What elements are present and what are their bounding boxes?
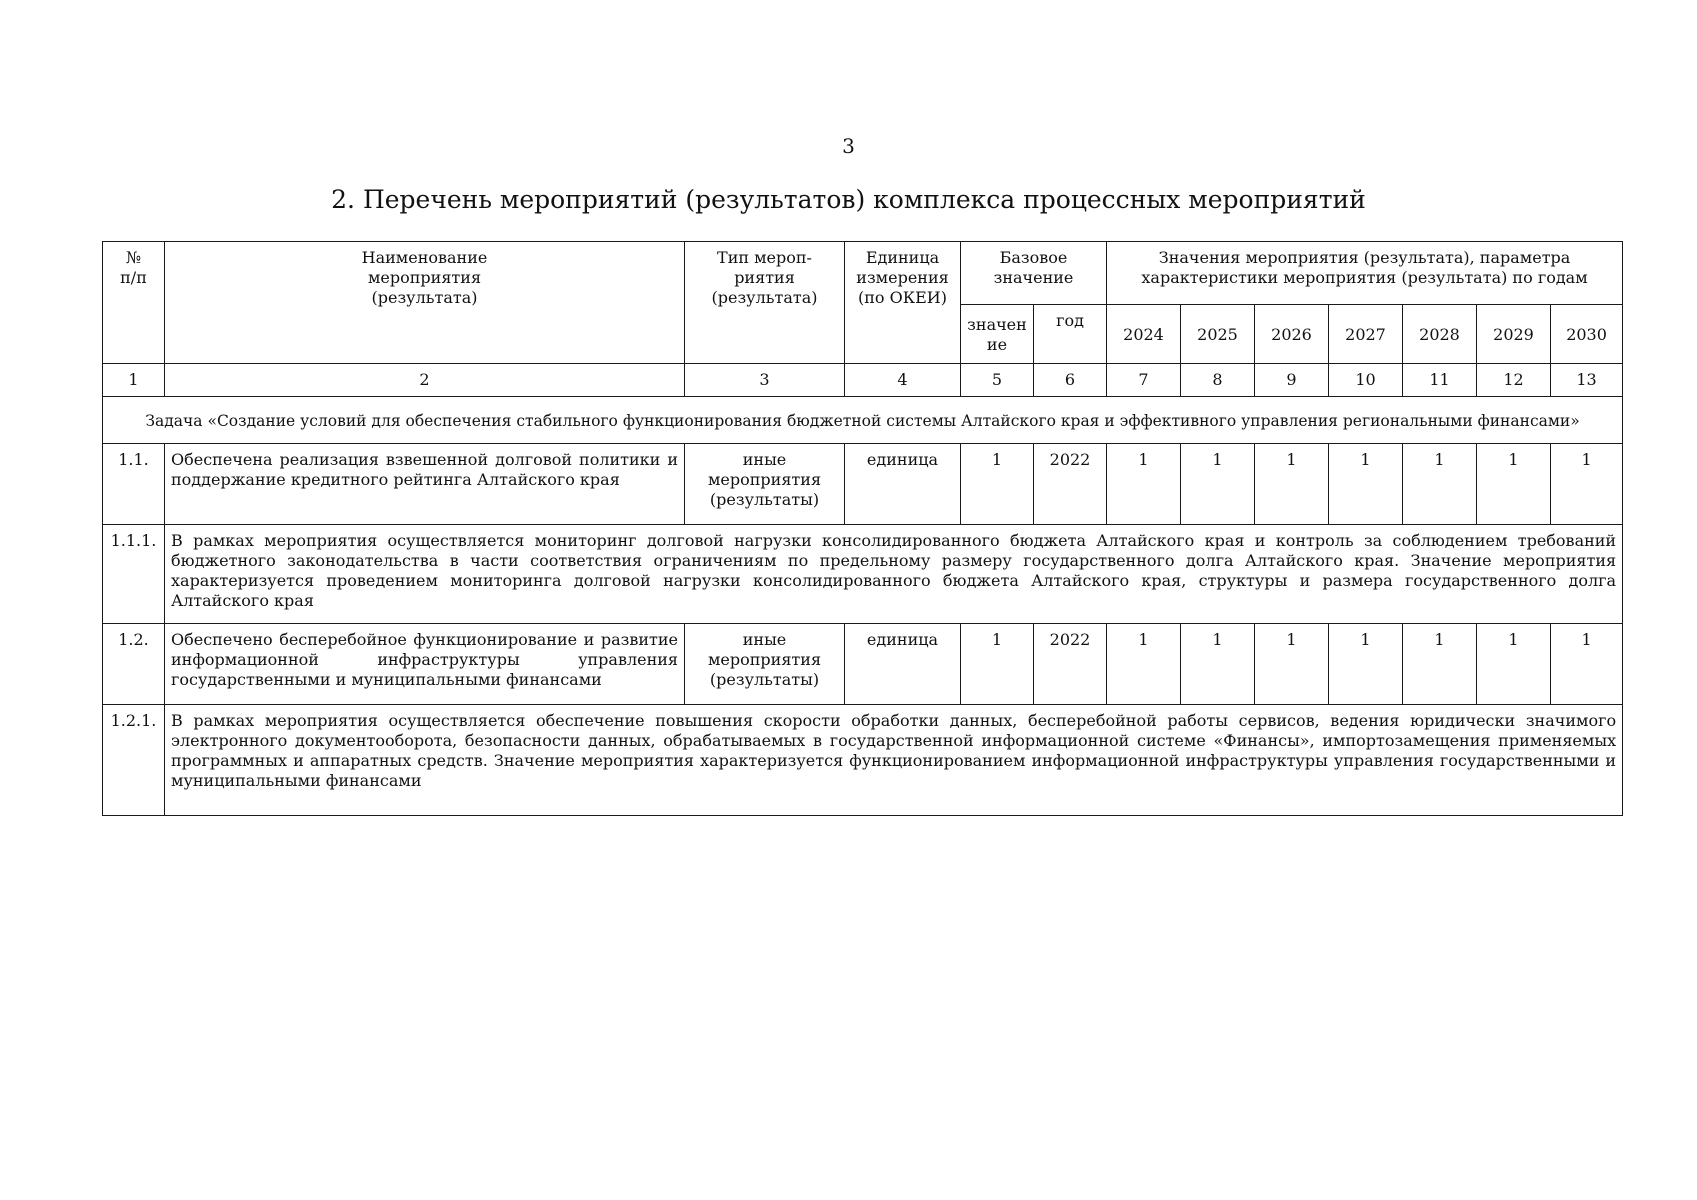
column-number: 12 [1477,364,1551,397]
header-unit: Единица измерения (по ОКЕИ) [845,242,961,364]
table-row [103,525,1623,624]
header-year: 2026 [1255,305,1329,364]
measures-table [102,241,1623,816]
header-year: 2030 [1551,305,1623,364]
row-year-value: 1 [1329,624,1403,705]
header-year: 2028 [1403,305,1477,364]
row-year-value: 1 [1255,444,1329,525]
header-base-year: год [1034,305,1107,364]
row-num: 1.2. [103,624,165,705]
task-heading: Задача «Создание условий для обеспечения стабильного функционирования бюджетной системы Алтайского края и эффективного управления региональными финансами» [103,397,1623,444]
column-number: 8 [1181,364,1255,397]
column-number: 4 [845,364,961,397]
row-year-value: 1 [1477,624,1551,705]
row-year-value: 1 [1181,444,1255,525]
header-num: № п/п [103,242,165,364]
header-base: Базовое значение [961,242,1107,305]
row-name: Обеспечено бесперебойное функционирование и развитие информационной инфраструктуры управления государственными и муниципальными финансами [165,624,685,705]
column-number-row [103,364,1623,397]
column-number: 13 [1551,364,1623,397]
header-base-value: значен ие [961,305,1034,364]
header-year: 2029 [1477,305,1551,364]
header-year: 2024 [1107,305,1181,364]
table-row [103,444,1623,525]
row-num: 1.1.1. [103,525,165,624]
document-title: 2. Перечень мероприятий (результатов) комплекса процессных мероприятий [331,185,1366,214]
column-number: 11 [1403,364,1477,397]
column-number: 6 [1034,364,1107,397]
row-year-value: 1 [1551,624,1623,705]
row-name: Обеспечена реализация взвешенной долговой политики и поддержание кредитного рейтинга Алтайского края [165,444,685,525]
row-base-year: 2022 [1034,444,1107,525]
column-number: 5 [961,364,1034,397]
task-row [103,397,1623,444]
column-number: 7 [1107,364,1181,397]
header-row [103,242,1623,305]
row-year-value: 1 [1477,444,1551,525]
header-year: 2025 [1181,305,1255,364]
header-years-group: Значения мероприятия (результата), параметра характеристики мероприятия (результата) по годам [1107,242,1623,305]
table-row [103,624,1623,705]
column-number: 2 [165,364,685,397]
row-type: иные мероприятия (результаты) [685,624,845,705]
column-number: 9 [1255,364,1329,397]
row-num: 1.1. [103,444,165,525]
row-base-value: 1 [961,444,1034,525]
row-year-value: 1 [1107,624,1181,705]
column-number: 10 [1329,364,1403,397]
row-type: иные мероприятия (результаты) [685,444,845,525]
header-name: Наименование мероприятия (результата) [165,242,685,364]
row-unit: единица [845,444,961,525]
row-unit: единица [845,624,961,705]
row-base-year: 2022 [1034,624,1107,705]
row-year-value: 1 [1551,444,1623,525]
row-year-value: 1 [1329,444,1403,525]
row-description: В рамках мероприятия осуществляется мониторинг долговой нагрузки консолидированного бюджета Алтайского края и контроль за соблюдением требований бюджетного законодательства в части соответствия ограничениям по предельному размеру государственного долга Алтайского края. Значение мероприятия характеризуется проведением мониторинга долговой нагрузки консолидированного бюджета Алтайского края, структуры и размера государственного долга Алтайского края [165,525,1623,624]
row-year-value: 1 [1403,624,1477,705]
header-type: Тип мероп- риятия (результата) [685,242,845,364]
row-year-value: 1 [1181,624,1255,705]
table-row [103,705,1623,816]
row-num: 1.2.1. [103,705,165,816]
row-description: В рамках мероприятия осуществляется обеспечение повышения скорости обработки данных, бесперебойной работы сервисов, ведения юридически значимого электронного документооборота, безопасности данных, обрабатываемых в государственной информационной системе «Финансы», импортозамещения применяемых программных и аппаратных средств. Значение мероприятия характеризуется функционированием информационной инфраструктуры управления государственными и муниципальными финансами [165,705,1623,816]
column-number: 3 [685,364,845,397]
header-year: 2027 [1329,305,1403,364]
row-year-value: 1 [1255,624,1329,705]
row-base-value: 1 [961,624,1034,705]
page-number: 3 [842,134,855,158]
row-year-value: 1 [1403,444,1477,525]
row-year-value: 1 [1107,444,1181,525]
column-number: 1 [103,364,165,397]
